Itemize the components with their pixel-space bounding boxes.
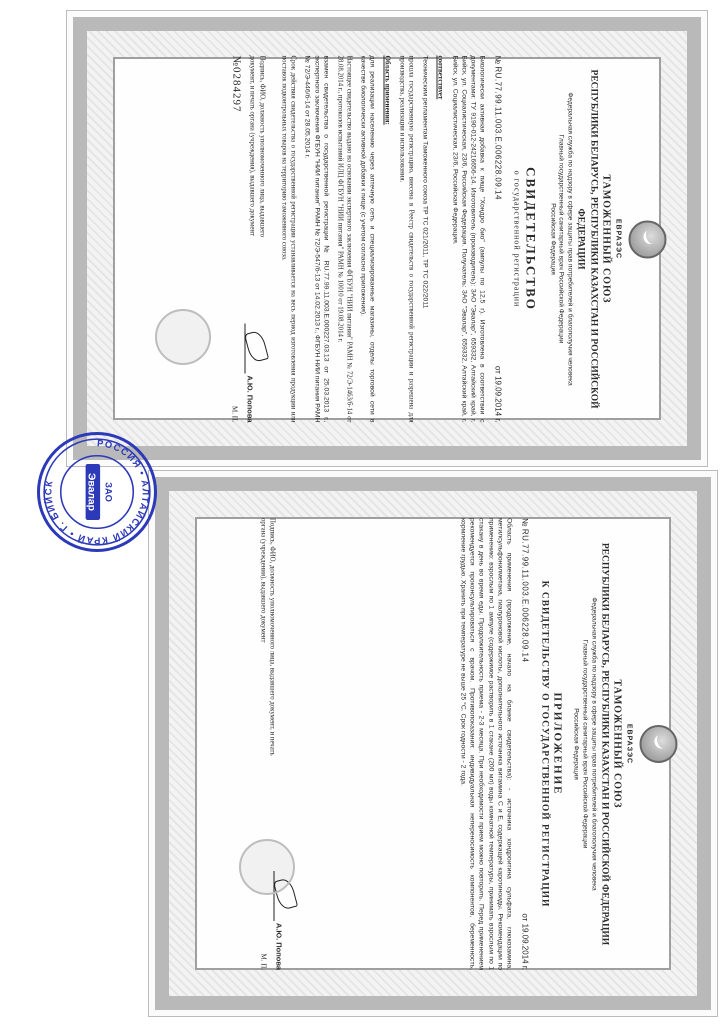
distribution-label: Область применения: [383,55,392,125]
seal-place: М. П. [230,405,239,422]
distribution-text: для реализации населению через аптечную сеть и специализированные магазины, отделы торговой сети в качестве биологически активной добавки к пище (с учетом согласно приложения). [359,55,376,422]
date-value: 19.09.2014 г. [520,923,530,970]
service-name: Федеральная служба по надзору в сфере защиты прав потребителей и благополучия человека [566,91,574,386]
signature-icon [244,323,267,373]
certificate-content [100,41,675,436]
union-title: ТАМОЖЕННЫЙ СОЮЗ [600,173,612,304]
sign-caption: Подпись, ФИО, должность уполномоченного лица, выдавшего документ, и печать органа (учреждения), выдавшего документ [259,517,276,756]
eurasec-emblem-icon [629,220,667,258]
issued-basis: Настоящее свидетельство выдано на основании экспертного заключения ФГБУН "НИИ питания" РАМН № 72/Э-1463/б-14 от 28.08.2014 г., протоколов испытаний ИЛЦ ФГБУН "НИИ питания" РАМН № 10010 от 19.08.2014 г. [336,55,353,422]
appendix-inner-area [195,517,671,970]
replaces-text: взамен свидетельства о государственной регистрации № RU.77.99.11.003.Е.000227.03.13 от 25.03.2013 г., экспертного заключения ФГБУН "НИИ питания" РАМН № 72/Э-547/б-13 от 14.02.2013 г., ФГБУН НИИ питания РАМН № 72/Э-446/б-14 от 28.05.2014 г. [303,55,330,422]
compliance-label: соответствует [436,55,445,99]
stamp-outer-text: РОССИЯ • АЛТАЙСКИЙ КРАЙ • Г. БИЙСК [43,438,151,546]
appendix-content [181,504,686,984]
certificate-header [547,55,666,422]
number-value: RU.77.99.11.003.Е.006228.09.14 [493,65,503,200]
validity-text: Срок действия свидетельства о государственной регистрации устанавливается на весь период изготовления продукции или поставок подконтрольных товаров на территорию таможенного союза. [280,55,297,422]
republics-line: РЕСПУБЛИКИ БЕЛАРУСЬ, РЕСПУБЛИКИ КАЗАХСТАН И РОССИЙСКОЙ ФЕДЕРАЦИИ [575,69,599,408]
sign-caption: Подпись, ФИО, должность уполномоченного лица, выдавшего документ, и печать органа (учреждения), выдавшего документ [248,55,266,237]
number-value: RU.77.99.11.003.Е.006228.09.14 [520,528,530,662]
date-value: 19.09.2014 г. [493,375,503,422]
registration-text: прошла государственную регистрацию, внесена в Реестр свидетельств о государственной регистрации и разрешена для производства, реализации и использования. [398,55,415,422]
form-serial-number: №0284297 [230,55,243,112]
certificate-number [492,55,503,199]
signer-block [229,275,267,422]
certificate-subtitle: о государственной регистрации [512,170,522,307]
signer-name: А.Ю. Попова [274,922,284,970]
appendix-number-line [519,518,530,970]
date-label: от [520,912,530,921]
appendix-page [148,470,718,1017]
gray-seal-icon [239,839,295,895]
scope-text: Область применения (продолжение, начало на бланке свидетельства): - источника хондроитина сульфата, глюкозамина, метилсульфонилметана, гиалуроновой кислоты, дополнительного источника витамина С и Е, содержащей каротиноиды. Рекомендации по применению: взрослым по 1 ампуле (содержимое растворить в 1 стакане (200 мл) воды комнатной температуры, принимать взрослым по 1 стакану в день во время еды. Продолжительность приема - 2-3 месяца. При необходимости прием можно повторить. Перед применением рекомендуется проконсультироваться с врачом. Противопоказания: индивидуальная непереносимость компонентов, беременность, кормление грудью. Хранить при температуре не выше 25 °С. Срок годности - 2 года. [459,517,513,970]
number-label: № [520,517,530,527]
chief-doctor: Главный государственный санитарный врач Российской Федерации [557,134,565,343]
appendix-signature-block [258,518,296,970]
stamp-center-text: Эвалар [85,472,97,512]
blank-space [308,518,458,970]
eurasec-emblem-icon [640,725,678,763]
gray-seal-icon [155,309,211,365]
certificate-inner-area [113,57,661,420]
service-name: Федеральная служба по надзору в сфере защиты прав потребителей и благополучия человека [590,596,598,891]
number-label: № [493,55,503,64]
stamp-inner-text: ЗАО [103,482,114,502]
certificate-date [492,365,503,422]
certificate-signature-block [229,55,267,422]
republics-line: РЕСПУБЛИКИ БЕЛАРУСЬ, РЕСПУБЛИКИ КАЗАХСТАН И РОССИЙСКОЙ ФЕДЕРАЦИИ [599,542,610,945]
appendix-subtitle: К СВИДЕТЕЛЬСТВУ О ГОСУДАРСТВЕННОЙ РЕГИСТРАЦИИ [539,580,550,907]
product-description: Биологически активная добавка к пище "Хондро био" (ампулы по 12,5 г). Изготовлена в соответствии с документами: ТУ 9190-012-24216656-14. Изготовитель (производитель): ЗАО "Эвалар", 659332, Алтайский край, г. Бийск, ул. Социалистическая, 23/6, Российская Федерация. Получатель: ЗАО "Эвалар", 659332, Алтайский край, г. Бийск, ул. Социалистическая, 23/6, Российская Федерация. [451,55,486,422]
company-stamp-graphic [40,435,154,549]
appendix-header [571,518,678,970]
company-stamp-icon [37,432,157,552]
certificate-number-line [492,55,503,422]
appendix-ornamental-border [155,477,711,1010]
appendix-number [519,518,530,662]
emblem-label: ЕВРАЗЭС [614,218,622,259]
certificate-ornamental-border [73,17,701,460]
chief-doctor: Главный государственный санитарный врач Российской Федерации [581,639,589,848]
union-title: ТАМОЖЕННЫЙ СОЮЗ [611,678,623,809]
seal-place: М. П. [259,952,268,970]
sign-caption-block [258,518,276,767]
federation-name: Российская Федерация [572,707,580,780]
compliance-text: Техническим регламентам Таможенного союза ТР ТС 021/2011, ТР ТС 022/2011 [421,55,429,308]
certificate-page [66,10,708,467]
signer-name: А.Ю. Попова [245,374,255,422]
emblem-label: ЕВРАЗЭС [625,723,633,764]
certificate-title: СВИДЕТЕЛЬСТВО [523,166,539,311]
sign-caption-block [229,55,266,257]
date-label: от [493,365,503,374]
appendix-date [519,913,530,970]
federation-name: Российская Федерация [549,202,557,275]
appendix-title: ПРИЛОЖЕНИЕ [551,692,564,795]
